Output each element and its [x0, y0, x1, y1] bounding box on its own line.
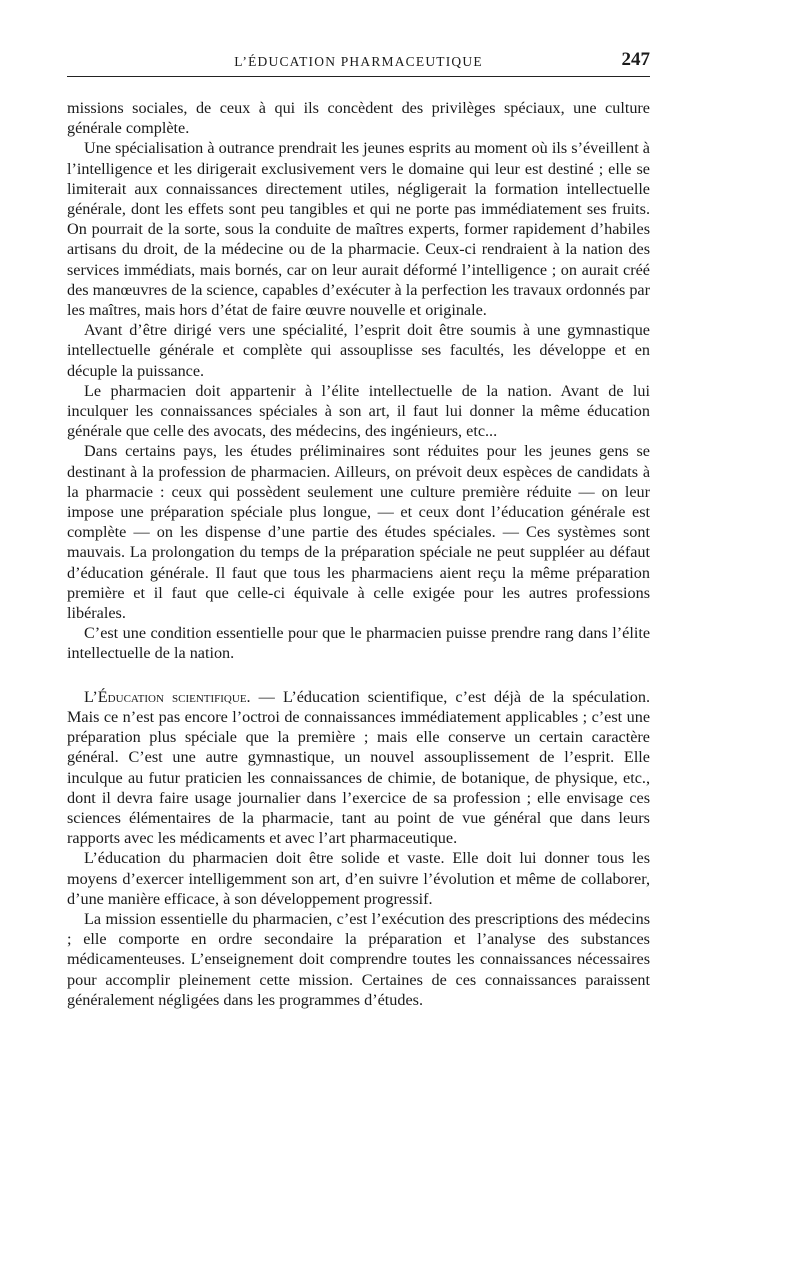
- paragraph: L’éducation du pharmacien doit être solide et vaste. Elle doit lui donner tous les moyens d’exercer intelligemment son art, d’en suivre l’évolution et même de collaborer, d’une manière efficace, à son développement progressif.: [67, 849, 650, 908]
- paragraph: missions sociales, de ceux à qui ils concèdent des privilèges spéciaux, une culture générale complète.: [67, 99, 650, 138]
- section-gap: [67, 664, 650, 687]
- page-header: [67, 46, 650, 77]
- paragraph: Avant d’être dirigé vers une spécialité, l’esprit doit être soumis à une gymnastique intellectuelle générale et complète qui assouplisse ses facultés, les développe et en décuple la puissance.: [67, 321, 650, 380]
- paragraph: Une spécialisation à outrance prendrait les jeunes esprits au moment où ils s’éveillent à l’intelligence et les dirigerait exclusivement vers le domaine qui leur est destiné ; elle se limiterait aux connaissances directement utiles, négligerait la formation intellectuelle générale, dont les effets sont peu tangibles et qui ne porte pas immédiatement ses fruits. On pourrait de la sorte, sous la conduite de maîtres experts, former rapidement d’habiles artisans du droit, de la médecine ou de la pharmacie. Ceux-ci rendraient à la nation des services immédiats, mais bornés, car on leur aurait déformé l’intelligence ; on aurait créé des manœuvres de la science, capables d’exécuter à la perfection les travaux ordonnés par les maîtres, mais hors d’état de faire œuvre nouvelle et originale.: [67, 139, 650, 320]
- running-title: L’ÉDUCATION PHARMACEUTIQUE: [234, 54, 483, 69]
- page-number: 247: [621, 49, 650, 70]
- section-lead-text: — L’éducation scientifique, c’est déjà de la spéculation. Mais ce n’est pas encore l’octroi de connaissances immédiatement applicables ; c’est une préparation plus spéciale que la première ; mais elle conserve un certain caractère général. C’est une autre gymnastique, un nouvel assouplissement de l’esprit. Elle inculque au futur praticien les connaissances de chimie, de botanique, de physique, etc., dont il devra faire usage journalier dans l’exercice de sa profession ; elle envisage ces sciences élémentaires de la pharmacie, tant au point de vue général que dans leurs rapports avec les médicaments et avec l’art pharmaceutique.: [67, 687, 650, 848]
- paragraph: Dans certains pays, les études préliminaires sont réduites pour les jeunes gens se destinant à la profession de pharmacien. Ailleurs, on prévoit deux espèces de candidats à la pharmacie : ceux qui possèdent seulement une culture première réduite — on leur impose une préparation spéciale plus longue, — et ceux dont l’éducation générale est complète — on les dispense d’une partie des études spéciales. — Ces systèmes sont mauvais. La prolongation du temps de la préparation spéciale ne peut suppléer au défaut d’éducation générale. Il faut que tous les pharmaciens aient reçu la même préparation première et il faut que celle-ci équivale à celle exigée pour les autres professions libérales.: [67, 442, 650, 623]
- body-text: [67, 98, 650, 1010]
- section-paragraph: [67, 687, 650, 849]
- paragraph: C’est une condition essentielle pour que le pharmacien puisse prendre rang dans l’élite intellectuelle de la nation.: [67, 624, 650, 663]
- section-heading: L’Éducation scientifique.: [84, 687, 251, 706]
- paragraph: La mission essentielle du pharmacien, c’est l’exécution des prescriptions des médecins ; elle comporte en ordre secondaire la préparation et l’analyse des substances médicamenteuses. L’enseignement doit comprendre toutes les connaissances nécessaires pour accomplir pleinement cette mission. Certaines de ces connaissances paraissent généralement négligées dans les programmes d’études.: [67, 909, 650, 1009]
- paragraph: Le pharmacien doit appartenir à l’élite intellectuelle de la nation. Avant de lui inculquer les connaissances spéciales à son art, il faut lui donner la même éducation générale que celle des avocats, des médecins, des ingénieurs, etc...: [67, 381, 650, 441]
